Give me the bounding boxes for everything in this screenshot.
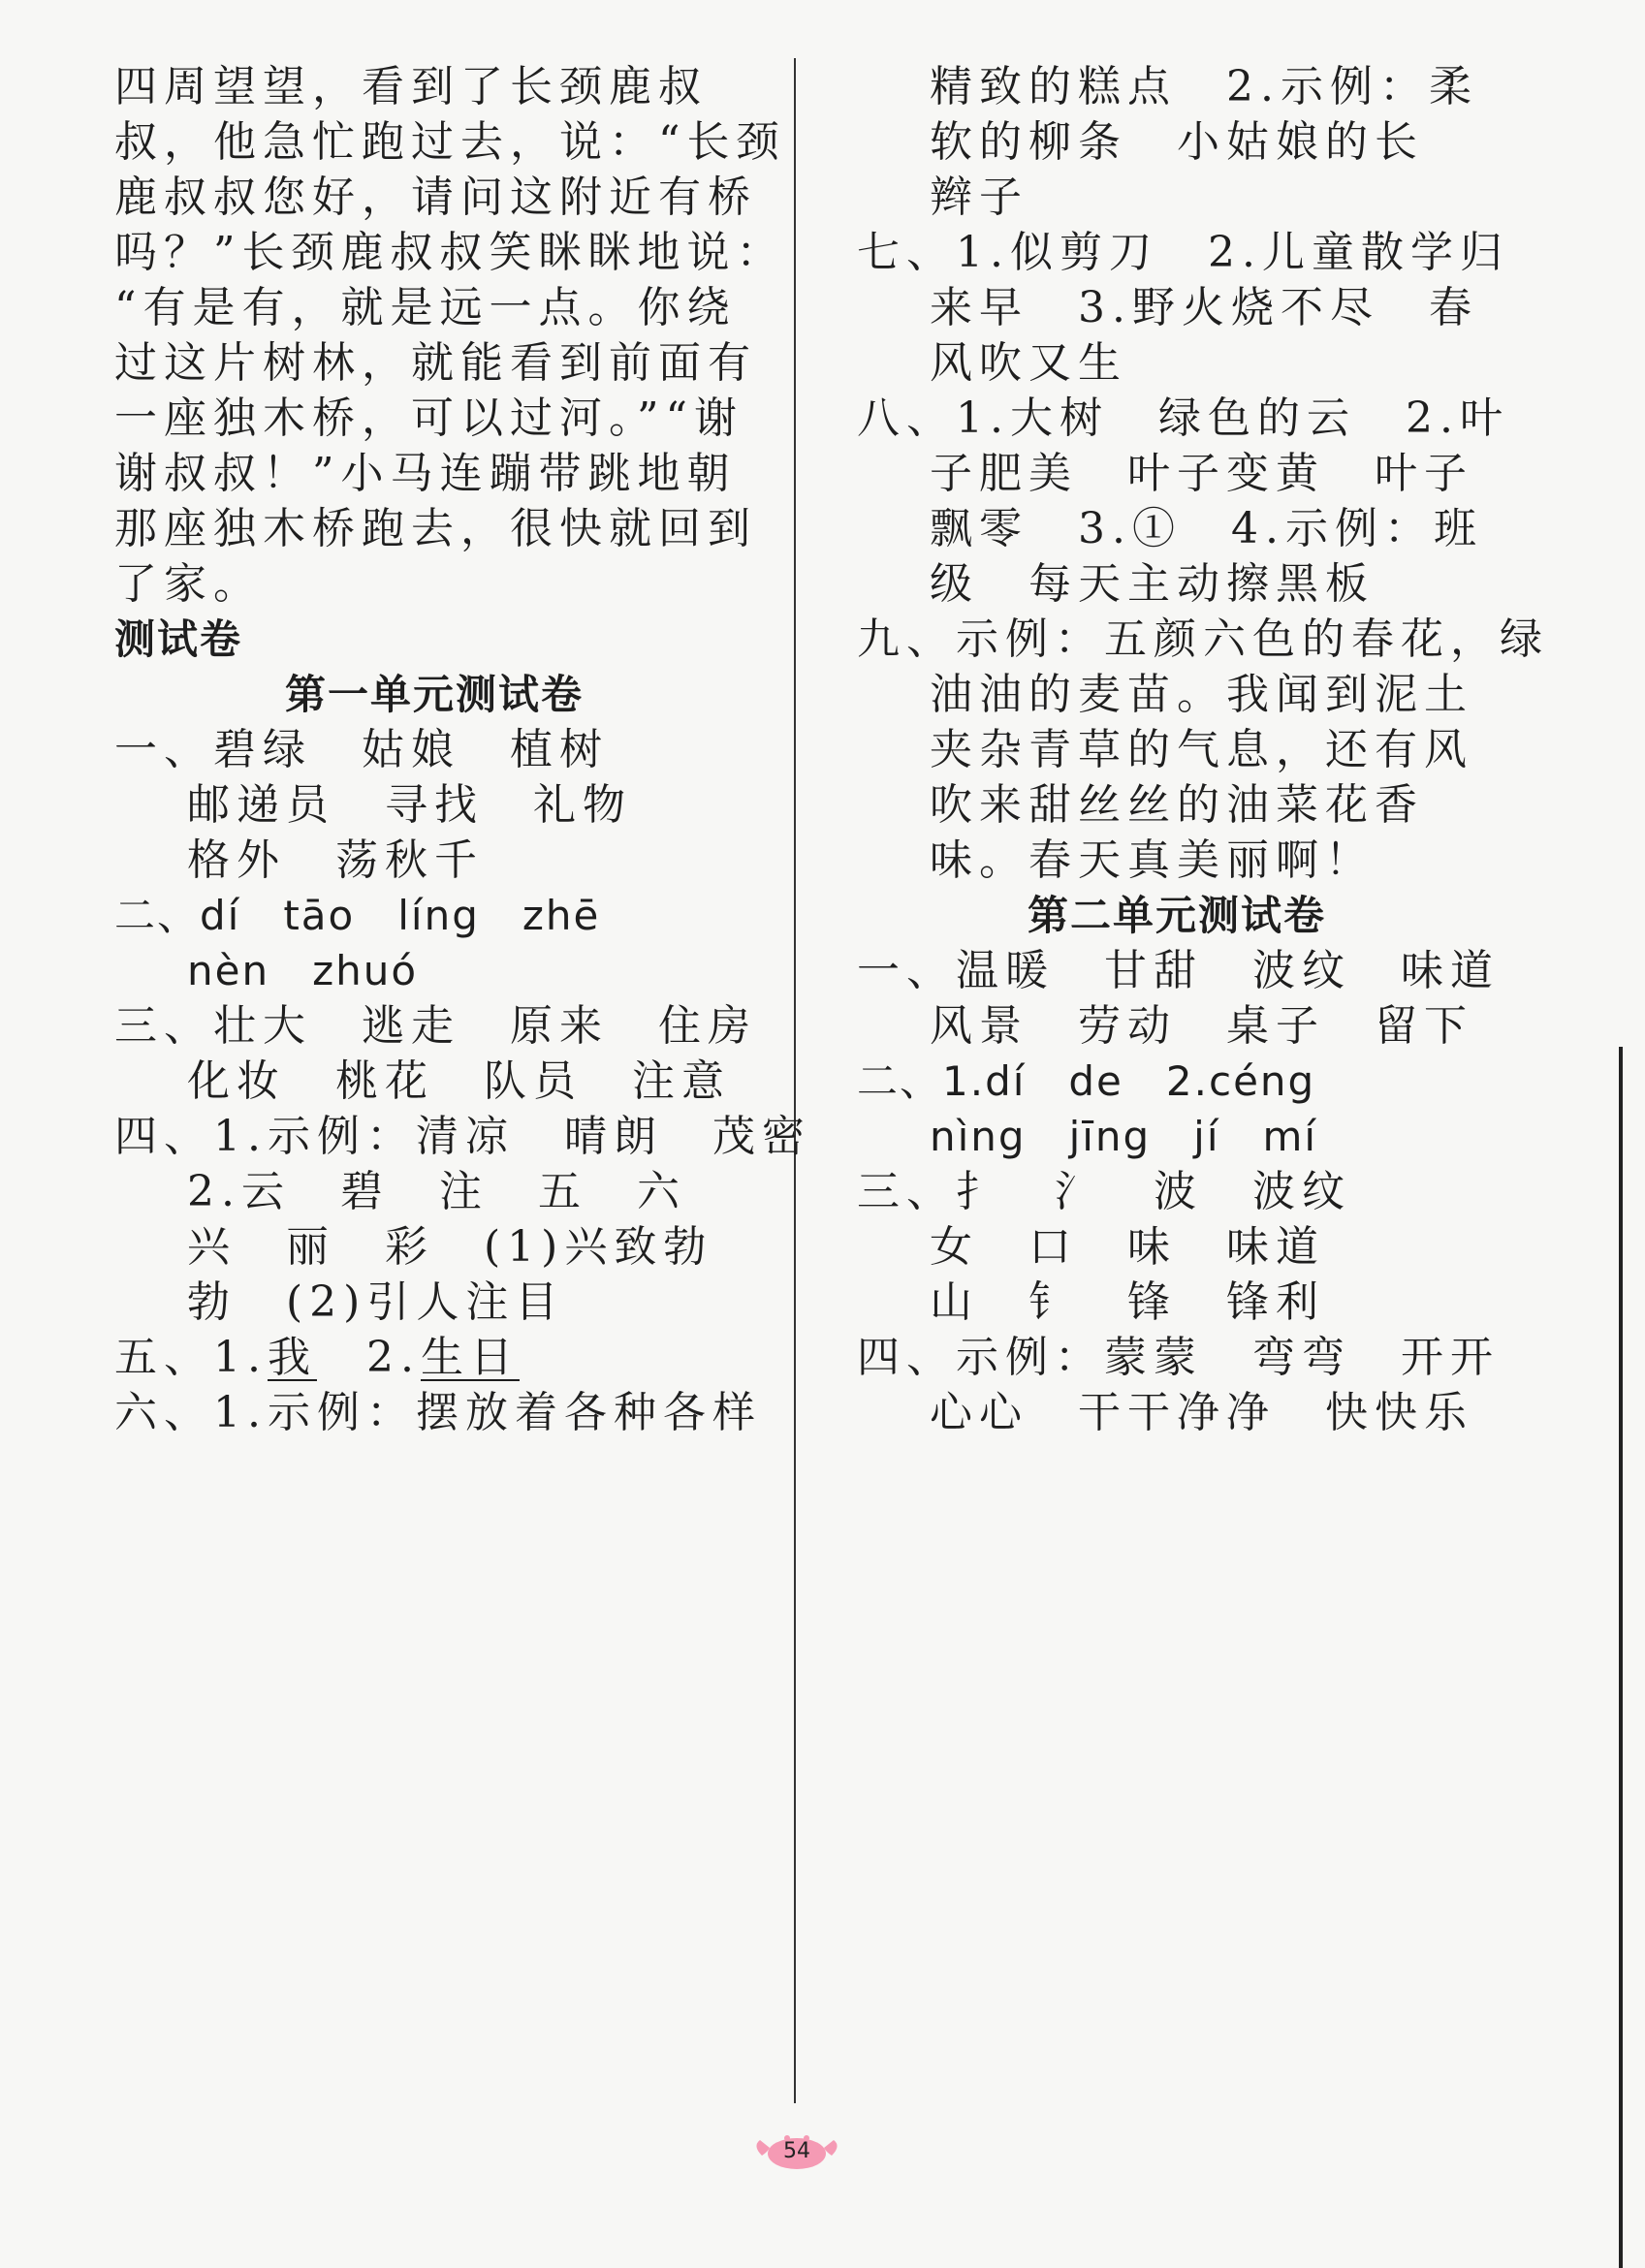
section-title: 测试卷 [114,615,243,663]
answer-line: 精致的糕点 2.示例：柔 [930,62,1478,111]
answer-line [114,1329,520,1387]
answer-line: 九、示例：五颜六色的春花，绿 [857,614,1549,664]
text-line: 四周望望，看到了长颈鹿叔 [114,62,708,111]
answer-line: 八、1.大树 绿色的云 2.叶 [857,394,1509,443]
answer-line: 子肥美 叶子变黄 叶子 [930,449,1473,498]
answer-line: 夹杂青草的气息，还有风 [930,725,1473,774]
answer-line: 三、壮大 逃走 原来 住房 [114,1001,757,1051]
answer-line: 邮递员 寻找 礼物 [187,780,632,830]
answer-line: 女 口 味 味道 [930,1222,1325,1272]
answer-line: 格外 荡秋千 [187,835,484,885]
q5-answer-1: 我 [267,1333,317,1382]
text-line: 谢叔叔！”小马连蹦带跳地朝 [114,449,737,498]
answer-line: 四、示例：蒙蒙 弯弯 开开 [857,1333,1500,1382]
answer-line: 油油的麦苗。我闻到泥土 [930,670,1473,719]
pinyin-line: nìng jīng jí mí [930,1113,1318,1160]
answer-line: 心心 干干净净 快快乐 [930,1388,1473,1437]
answer-line: 软的柳条 小姑娘的长 [930,117,1424,167]
answer-line: 山 钅 锋 锋利 [930,1277,1325,1327]
pinyin-line: 二、1.dí de 2.céng [857,1057,1316,1105]
answer-line: 风景 劳动 桌子 留下 [930,1001,1473,1051]
text-line: 鹿叔叔您好，请问这附近有桥 [114,173,757,222]
answer-line: 勃 (2)引人注目 [187,1277,565,1327]
answer-line: 兴 丽 彩 (1)兴致勃 [187,1222,713,1272]
q5-mid: 2. [316,1333,421,1382]
text-line: 过这片树林，就能看到前面有 [114,338,757,388]
answer-line: 四、1.示例：清凉 晴朗 茂密 [114,1112,811,1161]
text-line: 叔，他急忙跑过去，说：“长颈 [114,117,786,167]
unit1-title: 第一单元测试卷 [284,671,584,718]
answer-line: 2.云 碧 注 五 六 [187,1167,686,1216]
text-line: 那座独木桥跑去，很快就回到 [114,504,757,553]
answer-line: 味。春天真美丽啊！ [930,835,1375,885]
pinyin-line: 二、dí tāo líng zhē [114,892,601,939]
answer-line: 辫子 [930,173,1028,222]
answer-line: 吹来甜丝丝的油菜花香 [930,780,1424,830]
answer-line: 七、1.似剪刀 2.儿童散学归 [857,228,1509,277]
q5-prefix: 五、1. [114,1333,268,1382]
answer-line: 化妆 桃花 队员 注意 [187,1056,731,1106]
unit2-title: 第二单元测试卷 [1027,892,1326,939]
page-number: 54 [783,2139,810,2163]
q5-answer-2: 生日 [420,1333,520,1382]
text-line: 吗？”长颈鹿叔叔笑眯眯地说： [114,228,786,277]
text-line: 一座独木桥，可以过河。”“谢 [114,394,743,443]
answer-line: 飘零 3.① 4.示例：班 [930,504,1483,553]
answer-line: 风吹又生 [930,338,1127,388]
answer-line: 六、1.示例：摆放着各种各样 [114,1388,762,1437]
answer-line: 来早 3.野火烧不尽 春 [930,283,1478,332]
answer-line: 一、温暖 甘甜 波纹 味道 [857,946,1500,995]
column-divider [794,58,796,2103]
text-line: “有是有，就是远一点。你绕 [114,283,737,332]
text-line: 了家。 [114,559,263,609]
answer-line: 一、碧绿 姑娘 植树 [114,725,609,774]
page-number-badge [744,2130,849,2173]
page-edge [1619,1047,1623,2268]
pinyin-line: nèn zhuó [187,947,419,994]
answer-line: 三、扌 氵 波 波纹 [857,1167,1351,1216]
answer-line: 级 每天主动擦黑板 [930,559,1375,609]
